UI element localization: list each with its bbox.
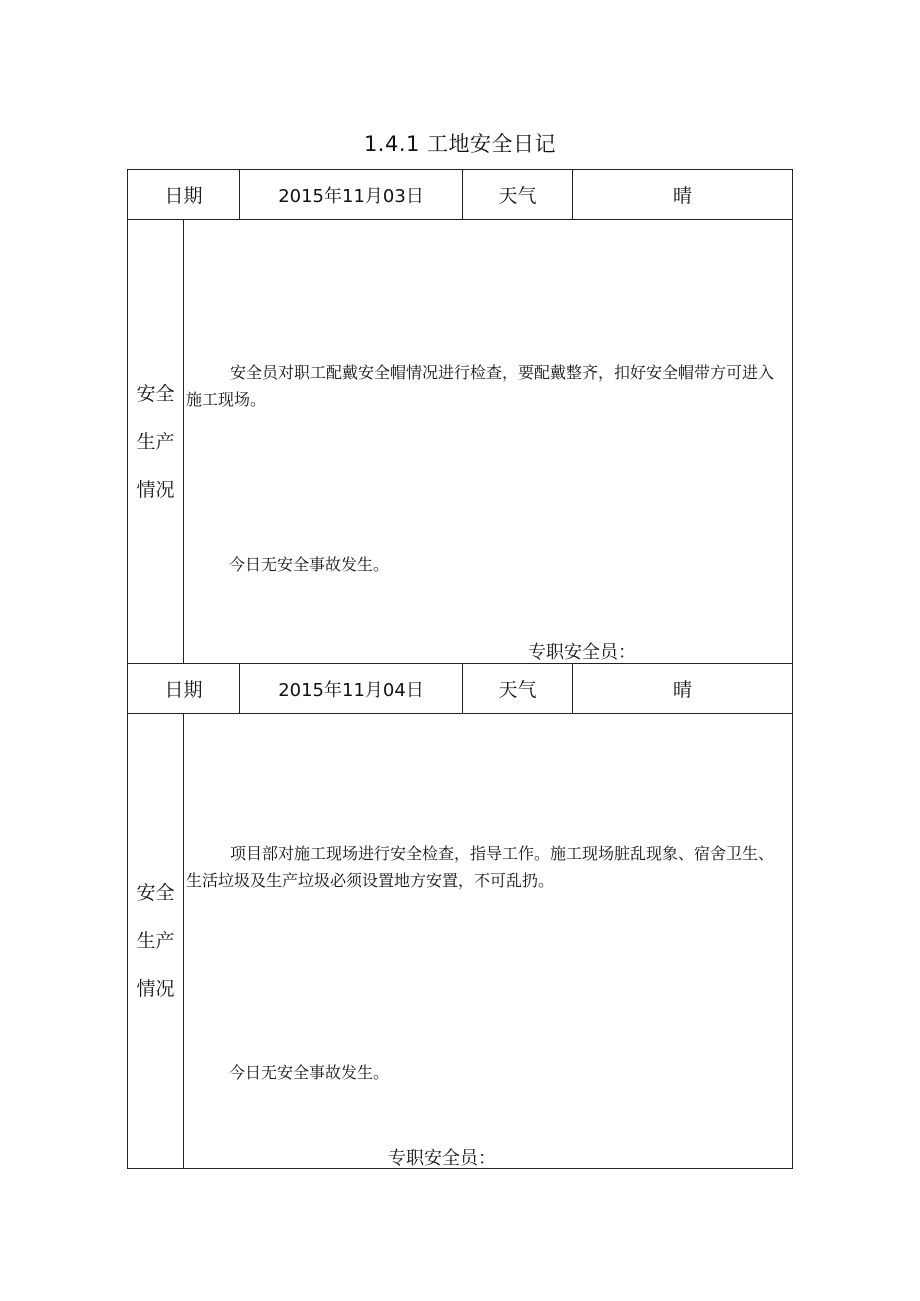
date-value: 2015年11月03日 (240, 170, 463, 220)
inspection-paragraph: 项目部对施工现场进行安全检查，指导工作。施工现场脏乱现象、宿舍卫生、生活垃圾及生产垃圾必须设置地方安置，不可乱扔。 (186, 844, 775, 890)
section-label-line: 情况 (136, 478, 175, 501)
no-accident-note: 今日无安全事故发生。 (229, 555, 390, 574)
section-label (128, 714, 184, 1169)
entry-1-body-row (128, 220, 793, 664)
safety-officer-signature-label: 专职安全员： (528, 642, 636, 663)
section-label-line: 生产 (136, 930, 175, 952)
safety-diary-table (127, 169, 793, 1169)
entry-1-header-row (128, 170, 793, 220)
section-label (128, 220, 184, 664)
weather-value: 晴 (573, 664, 793, 714)
date-value: 2015年11月04日 (240, 664, 463, 714)
section-label-line: 安全 (136, 882, 175, 904)
section-label-line: 安全 (136, 382, 175, 405)
inspection-paragraph: 安全员对职工配戴安全帽情况进行检查，要配戴整齐，扣好安全帽带方可进入施工现场。 (186, 363, 775, 409)
entry-1-content (184, 220, 793, 664)
safety-officer-signature-label: 专职安全员： (388, 1148, 496, 1169)
section-label-line: 生产 (136, 430, 175, 453)
date-label: 日期 (128, 664, 240, 714)
entry-2-content (184, 714, 793, 1169)
page-title: 1.4.1 工地安全日记 (363, 132, 557, 156)
no-accident-note: 今日无安全事故发生。 (229, 1063, 390, 1082)
entry-2-body-row (128, 714, 793, 1169)
weather-label: 天气 (463, 664, 573, 714)
weather-value: 晴 (573, 170, 793, 220)
weather-label: 天气 (463, 170, 573, 220)
section-label-line: 情况 (136, 978, 175, 1000)
date-label: 日期 (128, 170, 240, 220)
entry-2-header-row (128, 664, 793, 714)
